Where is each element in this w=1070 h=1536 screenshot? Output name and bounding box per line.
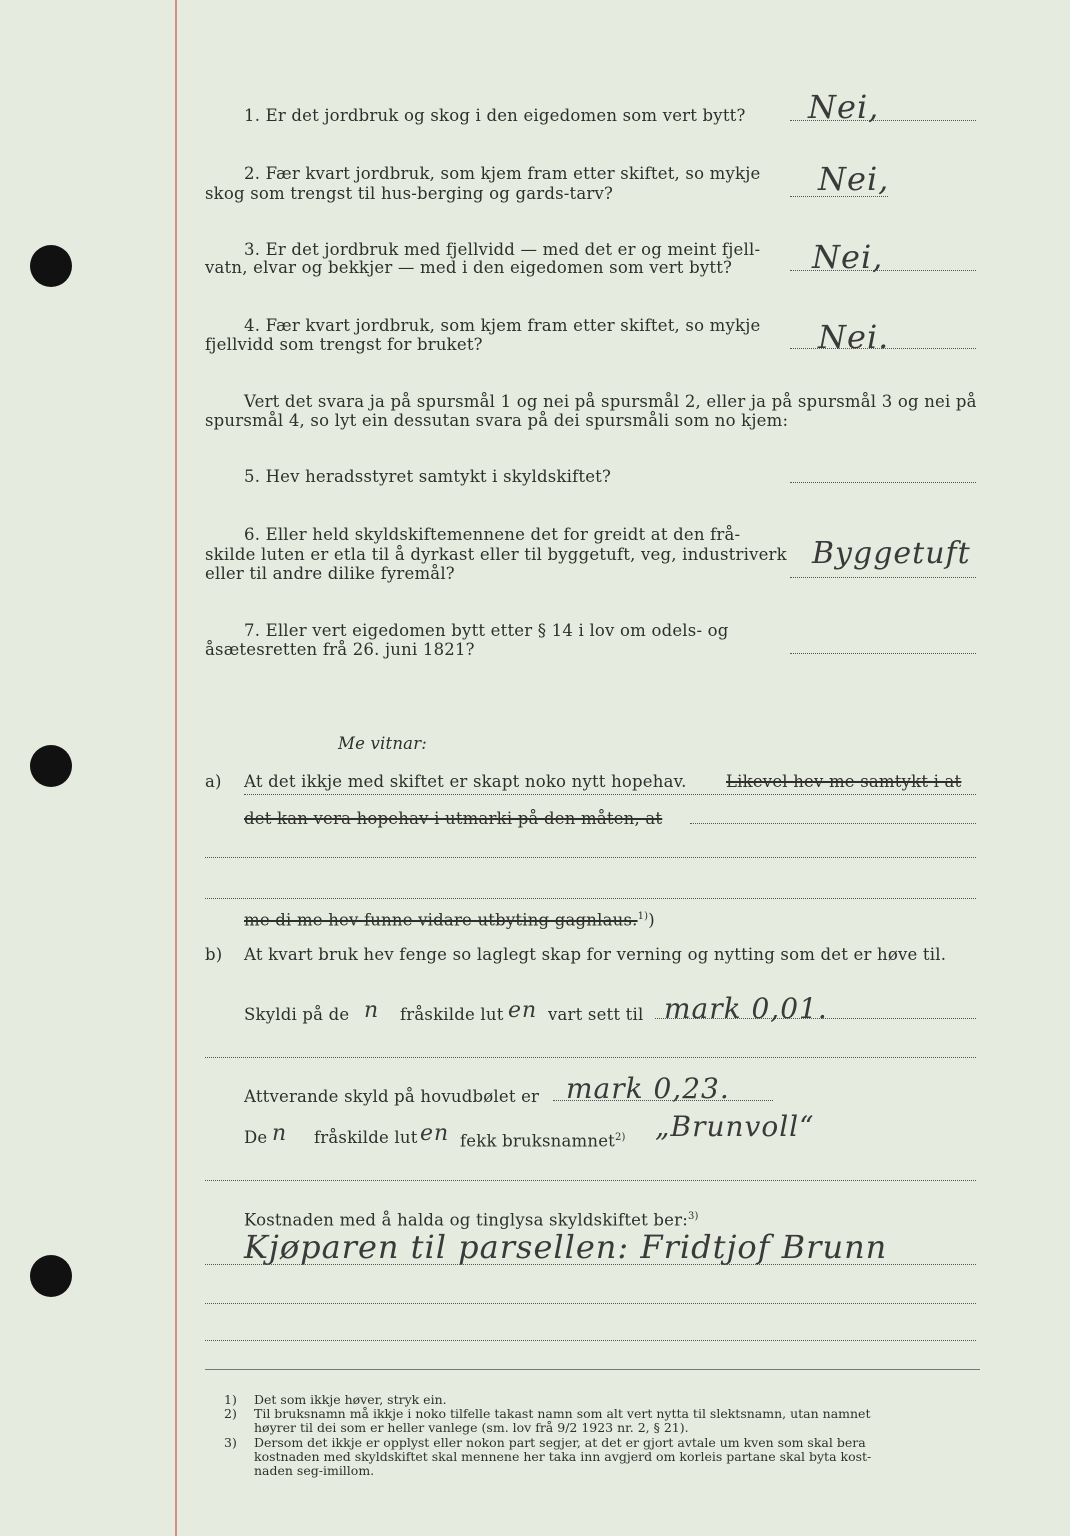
footnote-divider	[205, 1369, 980, 1370]
form-line	[205, 1057, 976, 1058]
skyldi-text-3: vart sett til	[548, 1005, 644, 1024]
form-line	[244, 794, 976, 795]
item-a-label: a)	[205, 772, 222, 791]
skyldi-handwritten-2: en	[508, 998, 538, 1023]
skyldi-value: mark 0,01.	[664, 992, 828, 1025]
kostnad-value: Kjøparen til parsellen: Fridtjof Brunn	[244, 1228, 888, 1266]
bruksnamn-handwritten-1: n	[272, 1121, 288, 1146]
bruksnamn-value: „Brunvoll“	[655, 1110, 815, 1143]
question-6-line2: skilde luten er etla til å dyrkast eller til byggetuft, veg, industriverk	[205, 545, 787, 564]
margin-line	[175, 0, 177, 1536]
punch-hole	[30, 1255, 72, 1297]
footnote-2-line1: Til bruksnamn må ikkje i noko tilfelle takast namn som alt vert nytta til slektsnamn, utan namnet	[254, 1406, 871, 1421]
footnote-2-line2: høyrer til dei som er heller vanlege (sm. lov frå 9/2 1923 nr. 2, § 21).	[254, 1420, 689, 1435]
footnote-ref: 3)	[687, 1211, 699, 1222]
form-line	[205, 1180, 976, 1181]
kostnad-label-text: Kostnaden med å halda og tinglysa skyldskiftet ber:	[244, 1210, 688, 1230]
answer-line	[790, 653, 976, 654]
bruksnamn-text-2: fråskilde lut	[314, 1128, 418, 1147]
form-line	[205, 898, 976, 899]
answer-2: Nei,	[818, 160, 890, 198]
attverande-label: Attverande skyld på hovudbølet er	[244, 1087, 540, 1106]
answer-4: Nei.	[818, 318, 890, 356]
footnote-ref: 2)	[615, 1132, 626, 1143]
bruksnamn-handwritten-2: en	[420, 1121, 450, 1146]
answer-1: Nei,	[808, 88, 880, 126]
punch-hole	[30, 745, 72, 787]
answer-line	[790, 482, 976, 483]
punch-hole	[30, 245, 72, 287]
footnote-ref: 1)	[637, 911, 649, 922]
item-a-struck-3-text: me di me hev funne vidare utbyting gagnlaus.	[244, 910, 638, 930]
instruction-line1: Vert det svara ja på spursmål 1 og nei på spursmål 2, eller ja på spursmål 3 og nei på	[244, 392, 977, 411]
skyldi-text-1: Skyldi på de	[244, 1005, 350, 1024]
footnote-3-line2: kostnaden med skyldskiftet skal mennene her taka inn avgjerd om korleis partane skal byta kost-	[254, 1449, 872, 1464]
footnote-3-line1: Dersom det ikkje er opplyst eller nokon part segjer, at det er gjort avtale um kven som skal bera	[254, 1435, 866, 1450]
bruksnamn-label: fekk bruksnamnet	[460, 1131, 615, 1151]
answer-line	[790, 577, 976, 578]
question-2-line2: skog som trengst til hus-berging og gards-tarv?	[205, 184, 614, 203]
item-a-text: At det ikkje med skiftet er skapt noko nytt hopehav.	[244, 772, 687, 791]
item-a-struck-1: Likevel hev me samtykt i at	[726, 772, 962, 791]
bruksnamn-text-3	[460, 1128, 626, 1152]
question-7-line1: 7. Eller vert eigedomen bytt etter § 14 i lov om odels- og	[244, 621, 729, 640]
question-6-line3: eller til andre dilike fyremål?	[205, 564, 455, 583]
item-a-struck-2: det kan vera hopehav i utmarki på den måten, at	[244, 809, 663, 828]
form-line	[205, 857, 976, 858]
form-line	[205, 1264, 976, 1265]
item-a-struck-3: me di me hev funne vidare utbyting gagnlaus.$^{1)}$)	[244, 910, 655, 930]
form-line	[205, 1303, 976, 1304]
footnote-1: Det som ikkje høver, stryk ein.	[254, 1392, 447, 1407]
instruction-line2: spursmål 4, so lyt ein dessutan svara på dei spursmåli som no kjem:	[205, 411, 789, 430]
answer-6: Byggetuft	[812, 536, 971, 571]
witness-heading: Me vitnar:	[338, 734, 428, 753]
footnote-3-line3: naden seg-imillom.	[254, 1463, 375, 1478]
item-b-label: b)	[205, 945, 223, 964]
question-4-line1: 4. Fær kvart jordbruk, som kjem fram etter skiftet, so mykje	[244, 316, 761, 335]
form-line	[205, 1340, 976, 1341]
item-b-text: At kvart bruk hev fenge so laglegt skap for verning og nytting som det er høve til.	[244, 945, 947, 964]
skyldi-text-2: fråskilde lut	[400, 1005, 504, 1024]
question-5: 5. Hev heradsstyret samtykt i skyldskiftet?	[244, 467, 612, 486]
footnote-2-num: 2)	[224, 1406, 237, 1421]
question-3-line2: vatn, elvar og bekkjer — med i den eigedomen som vert bytt?	[205, 258, 733, 277]
question-4-line2: fjellvidd som trengst for bruket?	[205, 335, 483, 354]
kostnad-label	[244, 1207, 699, 1231]
answer-3: Nei,	[812, 238, 884, 276]
skyldi-handwritten-1: n	[364, 998, 380, 1023]
question-1: 1. Er det jordbruk og skog i den eigedomen som vert bytt?	[244, 106, 746, 125]
bruksnamn-text-1: De	[244, 1128, 268, 1147]
question-6-line1: 6. Eller held skyldskiftemennene det for greidt at den frå-	[244, 525, 741, 544]
footnote-1-num: 1)	[224, 1392, 237, 1407]
question-7-line2: åsætesretten frå 26. juni 1821?	[205, 640, 475, 659]
form-line	[690, 823, 976, 824]
footnote-3-num: 3)	[224, 1435, 237, 1450]
question-2-line1: 2. Fær kvart jordbruk, som kjem fram etter skiftet, so mykje	[244, 164, 761, 183]
question-3-line1: 3. Er det jordbruk med fjellvidd — med det er og meint fjell-	[244, 240, 761, 259]
attverande-value: mark 0,23.	[566, 1072, 730, 1105]
